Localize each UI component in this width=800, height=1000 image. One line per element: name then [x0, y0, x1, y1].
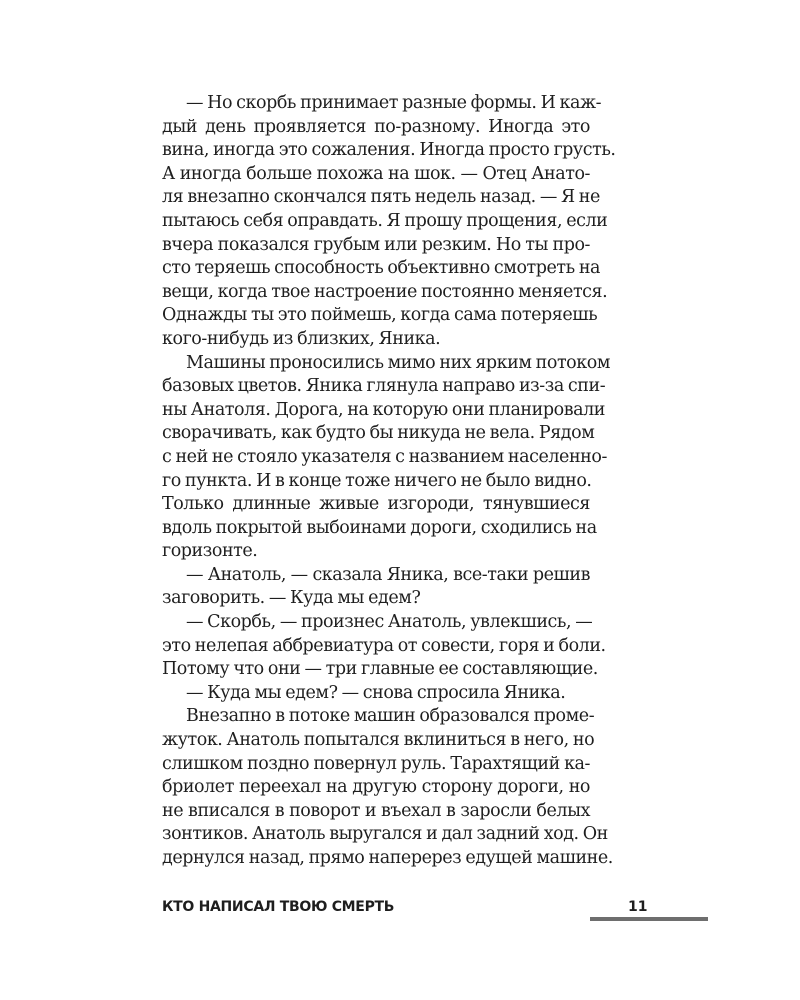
page-number: 11 — [628, 899, 648, 915]
text-line: вдоль покрытой выбоинами дороги, сходились на — [162, 517, 597, 538]
text-line: вчера показался грубым или резким. Но ты про- — [162, 234, 590, 255]
text-line: Машины проносились мимо них ярким потоком — [186, 352, 610, 373]
text-line: жуток. Анатоль попытался вклиниться в него, но — [162, 730, 595, 751]
text-line: базовых цветов. Яника глянула направо из-за спи- — [162, 376, 606, 397]
text-line: вина, иногда это сожаления. Иногда просто грусть. — [162, 140, 616, 161]
text-line: кого-нибудь из близких, Яника. — [162, 328, 441, 349]
footer-rule — [590, 917, 708, 921]
text-line: дый день проявляется по-разному. Иногда это — [162, 116, 590, 137]
text-line: бриолет переехал на другую сторону дороги, но — [162, 777, 590, 798]
text-line: Внезапно в потоке машин образовался проме- — [186, 706, 595, 727]
text-line: Только длинные живые изгороди, тянувшиеся — [162, 494, 590, 515]
text-line: — Но скорбь принимает разные формы. И каж- — [186, 93, 602, 113]
text-line: не вписался в поворот и въехал в заросли белых — [162, 800, 590, 821]
text-line: горизонте. — [162, 541, 258, 562]
text-line: заговорить. — Куда мы едем? — [162, 588, 421, 609]
body-text — [162, 92, 616, 871]
text-line: это нелепая аббревиатура от совести, горя и боли. — [162, 635, 606, 656]
text-line: сворачивать, как будто бы никуда не вела. Рядом — [162, 423, 595, 444]
page-footer — [162, 899, 708, 923]
running-title: КТО НАПИСАЛ ТВОЮ СМЕРТЬ — [162, 899, 395, 915]
text-line: ны Анатоля. Дорога, на которую они планировали — [162, 399, 605, 420]
text-line: А иногда больше похожа на шок. — Отец Анато- — [162, 163, 590, 184]
text-line: — Анатоль, — сказала Яника, все-таки решив — [186, 564, 590, 585]
text-line: с ней не стояло указателя с названием населенно- — [162, 446, 607, 467]
text-line: дернулся назад, прямо наперерез едущей машине. — [162, 848, 613, 868]
text-line: сто теряешь способность объективно смотреть на — [162, 258, 601, 279]
text-line: зонтиков. Анатоль выругался и дал задний ход. Он — [162, 824, 608, 845]
text-line: го пункта. И в конце тоже ничего не было видно. — [162, 470, 592, 491]
text-line: вещи, когда твое настроение постоянно меняется. — [162, 281, 608, 302]
text-line: пытаюсь себя оправдать. Я прошу прощения, если — [162, 210, 608, 231]
text-line: слишком поздно повернул руль. Тарахтящий ка- — [162, 753, 590, 774]
text-line: — Куда мы едем? — снова спросила Яника. — [186, 682, 566, 703]
text-line: ля внезапно скончался пять недель назад. — Я не — [162, 187, 600, 208]
text-line: — Скорбь, — произнес Анатоль, увлекшись, — — [186, 612, 593, 633]
text-line: Однажды ты это поймешь, когда сама потеряешь — [162, 305, 598, 326]
text-line: Потому что они — три главные ее составляющие. — [162, 659, 598, 680]
